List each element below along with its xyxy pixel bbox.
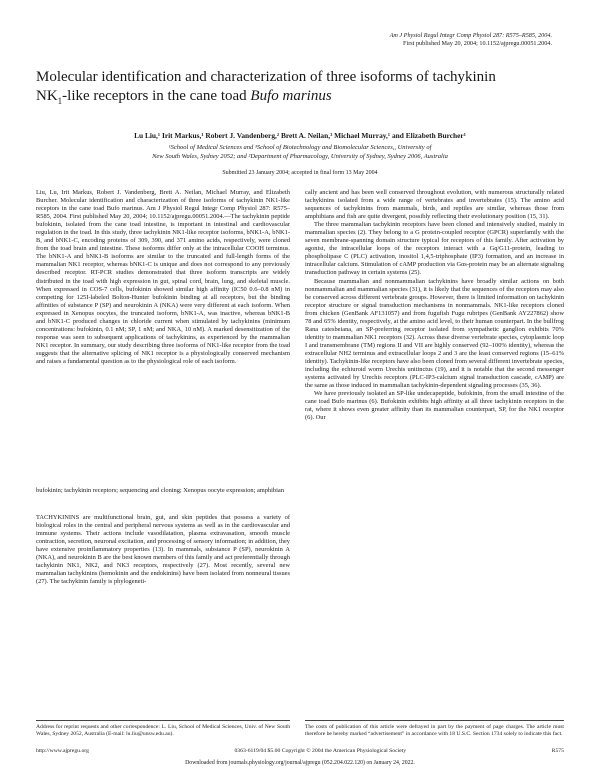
journal-url[interactable]: http://www.ajpregu.org — [36, 748, 89, 754]
journal-citation: Am J Physiol Regul Integr Comp Physiol 287: R575–R585, 2004. — [389, 32, 552, 39]
abstract-text: Liu, Lu, Irit Markus, Robert J. Vandenberg, Brett A. Neilan, Michael Murray, and Elizabeth Burcher. Molecular identification and characterization of three isoforms of tachykinin NK1-like receptors in the cane toad Bufo marinus. Am J Physiol Regul Integr Comp Physiol 287: R575–R585, 2004. First published May 20, 2004; 10.1152/ajpregu.00051.2004.—The tachykinin peptide bufokinin, isolated from the cane toad intestine, is important in intestinal and cardiovascular regulation in the toad. In this study, three tachykinin NK1-like receptor isoforms, bNK1-A, bNK1-B, and bNK1-C, encoding proteins of 309, 390, and 371 amino acids, respectively, were cloned from the toad brain and intestine. These isoforms differ only at the intracellular COOH terminus. The bNK1-A and bNK1-B isoforms are similar to the truncated and full-length forms of the mammalian NK1 receptor, whereas bNK1-C is unique and does not correspond to any previously described receptor. RT-PCR studies demonstrated that three isoform transcripts are widely distributed in the toad with high expression in gut, spinal cord, brain, lung, and skeletal muscle. When expressed in COS-7 cells, bufokinin showed similar high affinity (IC50 0.6–0.8 nM) in competing for 125I-labeled Bolton-Hunter bufokinin binding at all receptors, but the binding affinities of substance P (SP) and neurokinin A (NKA) were very different at each isoform. When expressed in Xenopus oocytes, the truncated isoform, bNK1-A, was inactive, whereas bNK1-B and bNK1-C produced changes in chloride current when stimulated by tachykinins (minimum concentrations: bufokinin, 0.1 nM; SP, 1 nM; and NKA, 10 nM). A marked desensitization of the response was seen to subsequent applications of tachykinins, as experienced by the mammalian NK1 receptor. In summary, our study describing three isoforms of NK1-like receptor from the toad suggests that the alternative splicing of NK1 receptor is a physiologically conserved mechanism and raises a fundamental question as to the physiological role of each isoform. — [36, 189, 290, 365]
page-footer — [36, 748, 564, 754]
abstract — [36, 189, 290, 366]
right-column — [305, 189, 564, 422]
copyright-line: 0363-6119/04 $5.00 Copyright © 2004 the American Physiological Society — [234, 748, 407, 754]
footnote-divider-left — [36, 720, 290, 721]
author-list: Lu Liu,¹ Irit Markus,¹ Robert J. Vandenberg,² Brett A. Neilan,³ Michael Murray,¹ and Elizabeth Burcher¹ — [134, 131, 466, 140]
introduction-left — [36, 514, 290, 586]
affiliations — [36, 143, 564, 161]
affiliation-line-1: ¹School of Medical Sciences and ³School of Biotechnology and Biomolecular Sciences,, University of — [168, 144, 432, 151]
page-number: R575 — [551, 748, 564, 754]
publication-line: First published May 20, 2004; 10.1152/ajpregu.00051.2004. — [403, 40, 552, 47]
article-title — [36, 68, 564, 111]
correspondence-footnote: Address for reprint requests and other correspondence: L. Liu, School of Medical Sciences, Univ. of New South Wales, Sydney 2052, Australia (E-mail: lu.liu@unsw.edu.au). — [36, 724, 290, 737]
title-subscript: 1 — [57, 96, 63, 106]
submission-dates: Submitted 23 January 2004; accepted in final form 13 May 2004 — [222, 170, 378, 176]
title-line-2 — [36, 87, 564, 111]
keywords — [36, 487, 290, 495]
affiliation-line-2: New South Wales, Sydney 2052; and ²Department of Pharmacology, University of Sydney, Sydney 2006, Australia — [152, 153, 448, 160]
page-charges-footnote: The costs of publication of this article were defrayed in part by the payment of page charges. The article must therefore be hereby marked “advertisement” in accordance with 18 U.S.C. Section 1734 solely to indicate this fact. — [305, 724, 564, 737]
right-paragraph-3: Because mammalian and nonmammalian tachykinins have broadly similar actions on both nonmammalian and mammalian species (31), it is likely that the sequences of the receptors may also be conserved across different vertebrate groups. However, there is limited information on tachykinin receptor structure or signal transduction mechanisms in nonmammals. NK1-like receptors cloned from chicken (GenBank AF131057) and from fugufish Fugu rubripes (GenBank AY227862) show 78 and 65% identity, respectively, at the amino acid level, to their human counterpart. In the bullfrog Rana catesbeiana, an SP-preferring receptor isolated from sympathetic ganglion exhibits 70% identity to mammalian NK1 receptors (32). Across these diverse vertebrate species, cytoplasmic loop I and transmembrane (TM) regions II and VII are highly conserved (92–100% identity), whereas the extracellular NH2 terminus and extracellular loops 2 and 3 are the least conserved regions (15–61% identity). Tachykinin-like receptors have also been cloned from several different invertebrate species, including the echiuroid worm Urechis unitinctus (19), and it is notable that the second messenger systems activated by Urechis receptors (PLC-IP3-calcium signal transduction cascade, cAMP) are the same as those induced in mammalian tachykinin-dependent signaling processes (35, 36). — [305, 277, 564, 390]
title-nk: NK — [36, 88, 58, 104]
keywords-text: bufokinin; tachykinin receptors; sequencing and cloning; Xenopus oocyte expression; amphibian — [36, 487, 284, 494]
title-line-1: Molecular identification and characterization of three isoforms of tachykinin — [36, 69, 496, 85]
right-paragraph-2: The three mammalian tachykinin receptors have been cloned and intensively studied, mainly in mammalian species (2). They belong to a G protein-coupled receptor (GPCR) superfamily with the seven membrane-spanning domain structure typical for receptors of this family. After activation by agonist, the intracellular loops of the receptors interact with a Gq/G11-protein, leading to phospholipase C (PLC) activation, inositol 1,4,5-triphosphate (IP3) formation, and an increase in intracellular calcium. Stimulation of cAMP production via Gαs-protein may be an alternate signaling transduction pathway in certain systems (25). — [305, 221, 564, 277]
title-species: Bufo marinus — [250, 88, 332, 104]
right-paragraph-4: We have previously isolated an SP-like undecapeptide, bufokinin, from the small intestine of the cane toad Bufo marinus (6). Bufokinin exhibits high affinity at all three tachykinin receptors in the rat, where it shows even greater affinity than its mammalian counterpart, SP, for the NK1 receptor (6). Our — [305, 390, 564, 422]
right-paragraph-1: cally ancient and has been well conserved throughout evolution, with numerous structurally related tachykinins isolated from a wide range of vertebrates and invertebrates (15). The amino acid sequences of tachykinins from mammals, birds, and reptiles are similar, whereas those from amphibians and fish are quite divergent, possibly reflecting their evolutionary position (15, 31). — [305, 189, 564, 221]
intro-paragraph-1: TACHYKININS are multifunctional brain, gut, and skin peptides that possess a variety of biological roles in the central and peripheral nervous systems as well as in the cardiovascular and immune systems. Their actions include vasodilatation, plasma extravasation, smooth muscle contraction, secretion, neuronal excitation, and processing of sensory information; in addition, they have extensive proinflammatory properties (13). In mammals, substance P (SP), neurokinin A (NKA), and neurokinin B are the best known members of this family and act preferentially through tachykinin NK1, NK2, and NK3 receptors, respectively (27). Most recently, several new mammalian tachykinins (hemokinin and the endokinins) have been isolated from nonneural tissues (27). The tachykinin family is phylogeneti- — [36, 514, 290, 586]
footnote-divider-right — [305, 720, 564, 721]
journal-header — [192, 32, 552, 48]
download-notice: Downloaded from journals.physiology.org/journal/ajpregu (052.204.022.120) on January 24, 2022. — [185, 760, 415, 766]
title-middle: -like receptors in the cane toad — [62, 88, 251, 104]
